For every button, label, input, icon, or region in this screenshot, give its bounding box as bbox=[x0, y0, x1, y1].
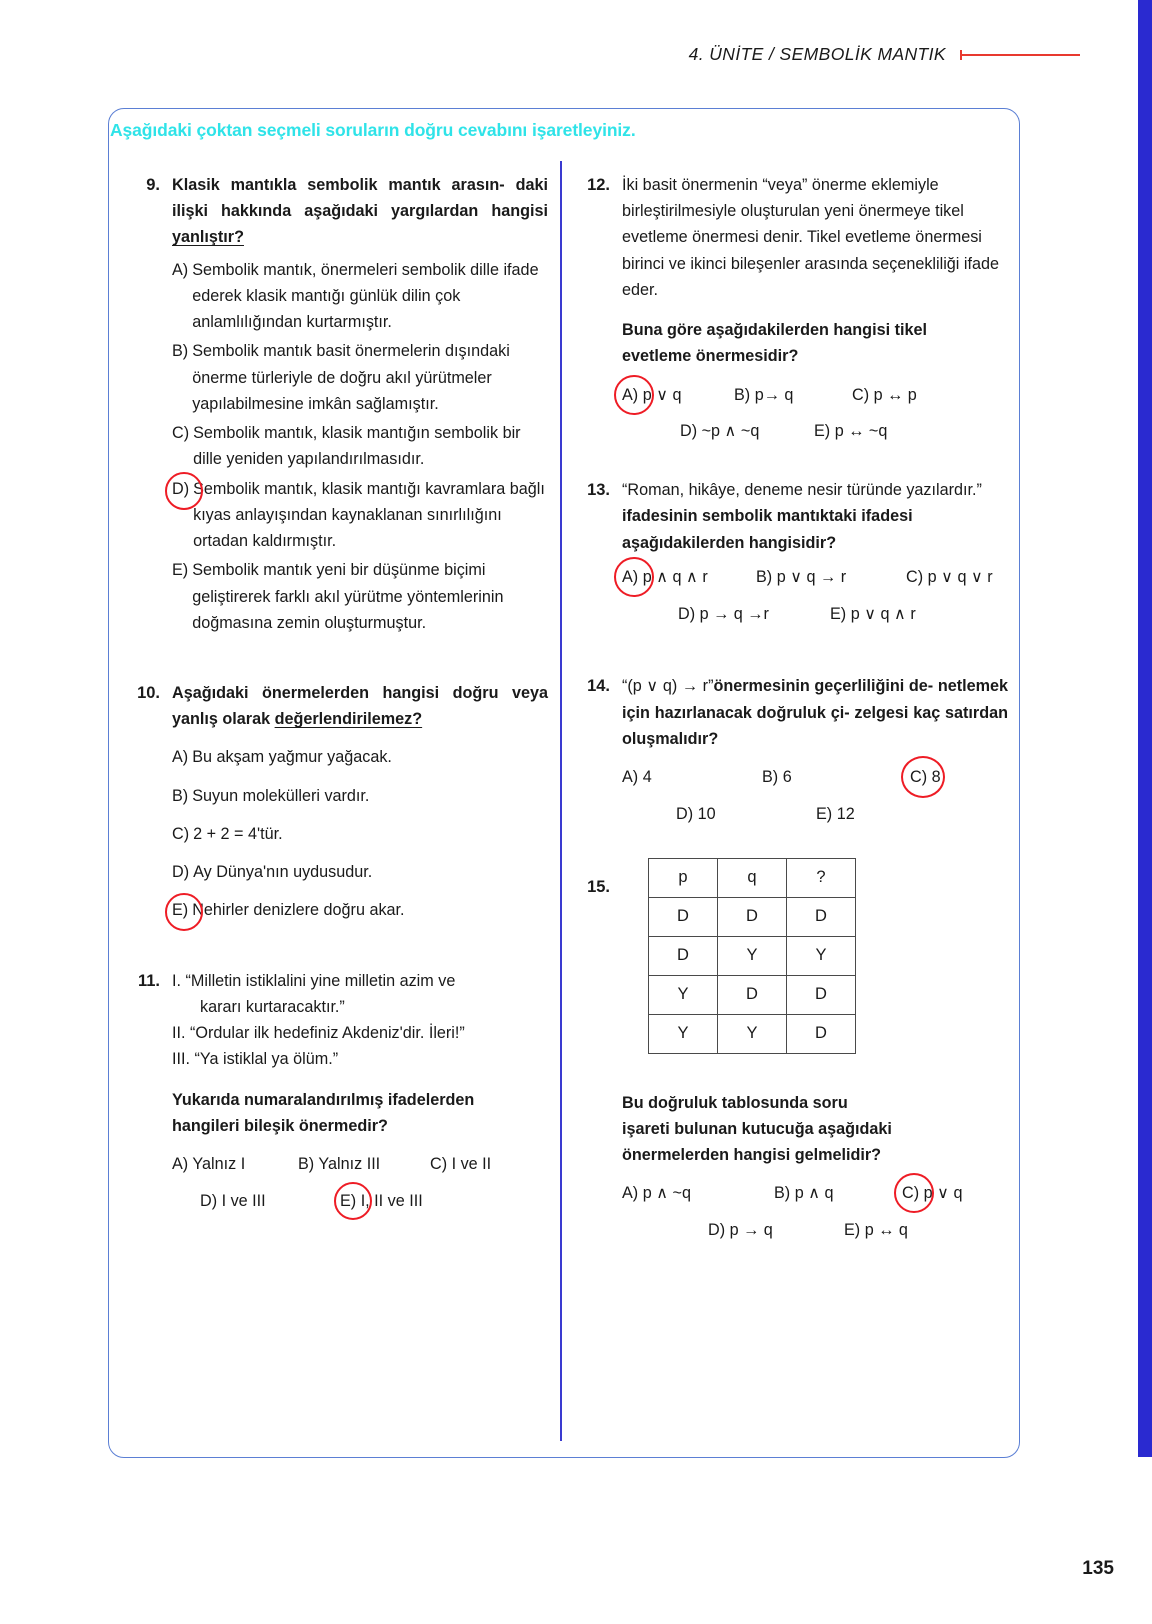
option-a[interactable] bbox=[622, 762, 762, 793]
option-c[interactable] bbox=[902, 1178, 962, 1209]
question-12 bbox=[578, 172, 1008, 447]
cell-result: Y bbox=[787, 936, 856, 975]
option-a[interactable] bbox=[172, 744, 548, 770]
question-15-subprompt bbox=[622, 1090, 1008, 1169]
left-column bbox=[128, 172, 548, 1217]
question-15-options bbox=[622, 1178, 1008, 1246]
cell-q: D bbox=[718, 975, 787, 1014]
option-b-letter: B) bbox=[298, 1155, 315, 1174]
option-e[interactable] bbox=[814, 416, 887, 447]
option-e-letter: E) bbox=[814, 422, 831, 441]
option-a-text: p ∧ ~q bbox=[642, 1184, 691, 1203]
option-e-text: p ∨ q ∧ r bbox=[850, 604, 916, 623]
option-c[interactable] bbox=[172, 821, 548, 847]
option-row-1 bbox=[622, 562, 1008, 593]
option-row-2 bbox=[680, 416, 1008, 447]
instruction-text: Aşağıdaki çoktan seçmeli soruların doğru cevabını işaretleyiniz. bbox=[110, 120, 636, 140]
truth-table bbox=[648, 858, 856, 1054]
option-d[interactable] bbox=[172, 476, 548, 555]
option-b-letter: B) bbox=[172, 786, 189, 805]
option-a-text: 4 bbox=[642, 768, 652, 787]
option-b-text: Yalnız III bbox=[318, 1155, 381, 1174]
option-e[interactable] bbox=[816, 799, 855, 830]
q12-sub-line-2: evetleme önermesidir? bbox=[622, 347, 799, 366]
roman-2-line1: “Ordular ilk hedefiniz Akdeniz'dir. İleri!” bbox=[190, 1024, 465, 1043]
option-d-letter: D) bbox=[676, 804, 694, 823]
roman-item-1 bbox=[172, 968, 548, 1020]
option-row-2 bbox=[678, 599, 1008, 630]
option-b-text: Sembolik mantık basit önermelerin dışındaki önerme türleriyle de doğru akıl yürütmeler yapılabilmesine imkân sağlamıştır. bbox=[192, 342, 510, 413]
option-a-letter: A) bbox=[622, 567, 639, 586]
question-12-subprompt bbox=[622, 317, 1008, 369]
option-e[interactable] bbox=[340, 1186, 423, 1217]
question-15-number: 15. bbox=[587, 877, 610, 896]
question-14-number: 14. bbox=[587, 677, 610, 696]
option-e-text: 12 bbox=[836, 804, 855, 823]
cell-p: Y bbox=[649, 1014, 718, 1053]
q14-stem-line-1: önermesinin geçerliliğini de- bbox=[713, 677, 934, 696]
q9-stem-underlined: yanlıştır? bbox=[172, 228, 244, 247]
option-d-letter: D) bbox=[680, 422, 698, 441]
option-d[interactable] bbox=[680, 416, 814, 447]
table-row bbox=[649, 936, 856, 975]
q13-stem-bold-1: ifadesinin sembolik mantıktaki bbox=[622, 507, 857, 526]
roman-3-label: III. bbox=[172, 1050, 190, 1069]
option-c-letter: C) bbox=[906, 567, 924, 586]
question-9-options bbox=[172, 257, 548, 636]
option-a[interactable] bbox=[622, 380, 734, 411]
option-e[interactable] bbox=[172, 557, 548, 636]
roman-1-label: I. bbox=[172, 971, 181, 990]
option-c-letter: C) bbox=[430, 1155, 448, 1174]
spacer bbox=[128, 924, 548, 968]
option-d-letter: D) bbox=[172, 479, 190, 498]
option-c[interactable] bbox=[906, 562, 993, 593]
question-10-options bbox=[172, 744, 548, 923]
question-11-number: 11. bbox=[137, 971, 160, 990]
roman-1-line2: kararı kurtaracaktır.” bbox=[200, 997, 345, 1016]
option-d-text: Ay Dünya'nın uydusudur. bbox=[193, 863, 373, 882]
option-d[interactable] bbox=[678, 599, 830, 630]
option-e-text: Nehirler denizlere doğru akar. bbox=[192, 901, 405, 920]
option-e-text: Sembolik mantık yeni bir düşünme biçimi geliştirerek farklı akıl yürütme yöntemlerinin doğmasına zemin oluşturmuştur. bbox=[192, 561, 504, 632]
option-c-text: p ∨ q ∨ r bbox=[927, 567, 993, 586]
option-d-letter: D) bbox=[200, 1191, 218, 1210]
q13-stem-bold-2: ifadesi aşağıdakilerden hangisidir? bbox=[622, 507, 913, 552]
question-11-options bbox=[172, 1149, 548, 1217]
page-number: 135 bbox=[1082, 1558, 1114, 1579]
option-a-letter: A) bbox=[622, 1184, 639, 1203]
q15-sub-line-3: önermelerden hangisi gelmelidir? bbox=[622, 1146, 882, 1165]
option-row-1 bbox=[622, 762, 1008, 793]
q13-stem-quote: “Roman, hikâye, deneme nesir türünde yazılardır.” bbox=[622, 481, 982, 500]
unit-title: 4. ÜNİTE / SEMBOLİK MANTIK bbox=[688, 44, 946, 64]
truth-table-wrap bbox=[648, 858, 856, 1054]
table-row bbox=[649, 897, 856, 936]
question-13-stem bbox=[622, 477, 1008, 556]
option-b-text: p ∧ q bbox=[794, 1184, 834, 1203]
question-11-roman-list bbox=[172, 968, 548, 1073]
option-row-1 bbox=[622, 1178, 1008, 1209]
table-row bbox=[649, 1014, 856, 1053]
option-a-text: Sembolik mantık, önermeleri sembolik dille ifade ederek klasik mantığı günlük dilin çok anlamlılığından kurtarmıştır. bbox=[192, 260, 539, 332]
header-cell-unknown: ? bbox=[787, 858, 856, 897]
spacer bbox=[578, 447, 1008, 477]
option-d-text: p → q →r bbox=[699, 604, 769, 623]
option-e-letter: E) bbox=[172, 901, 189, 920]
option-d[interactable] bbox=[172, 859, 548, 885]
option-b[interactable] bbox=[734, 380, 852, 411]
option-e[interactable] bbox=[830, 599, 916, 630]
spacer bbox=[128, 636, 548, 680]
option-e-text: p ↔ ~q bbox=[834, 422, 888, 441]
option-a[interactable] bbox=[172, 257, 548, 336]
q14-stem-line-2: netlemek için hazırlanacak doğruluk çi- bbox=[622, 677, 1009, 722]
q9-stem-line-2: daki ilişki hakkında aşağıdaki yargılardan bbox=[172, 176, 549, 221]
question-14-stem bbox=[622, 673, 1008, 752]
cell-q: Y bbox=[718, 936, 787, 975]
option-e-letter: E) bbox=[844, 1221, 861, 1240]
option-b-letter: B) bbox=[756, 567, 773, 586]
option-a[interactable] bbox=[172, 1149, 298, 1180]
cell-p: D bbox=[649, 936, 718, 975]
option-b-text: p→ q bbox=[754, 385, 794, 404]
cell-result: D bbox=[787, 897, 856, 936]
option-e-letter: E) bbox=[172, 561, 189, 580]
cell-p: D bbox=[649, 897, 718, 936]
option-e[interactable] bbox=[844, 1215, 908, 1246]
option-a-letter: A) bbox=[172, 748, 189, 767]
option-d-letter: D) bbox=[678, 604, 696, 623]
option-d-letter: D) bbox=[172, 863, 190, 882]
question-14-options bbox=[622, 762, 1008, 830]
spacer bbox=[578, 830, 1008, 860]
option-b-text: 6 bbox=[782, 768, 792, 787]
question-10-stem bbox=[172, 680, 548, 732]
question-9-number: 9. bbox=[146, 176, 160, 194]
question-10-number: 10. bbox=[137, 683, 160, 702]
table-header-row bbox=[649, 858, 856, 897]
option-b[interactable] bbox=[762, 762, 910, 793]
option-d[interactable] bbox=[708, 1215, 844, 1246]
header-cell-q: q bbox=[718, 858, 787, 897]
option-a-letter: A) bbox=[622, 385, 639, 404]
option-c-letter: C) bbox=[902, 1184, 920, 1203]
option-a[interactable] bbox=[622, 1178, 774, 1209]
option-e-text: p ↔ q bbox=[864, 1221, 908, 1240]
q10-stem-line-1: Aşağıdaki önermelerden hangisi doğru bbox=[172, 683, 499, 702]
q14-stem-formula: “(p ∨ q) → r” bbox=[622, 677, 714, 696]
option-c[interactable] bbox=[910, 762, 941, 793]
option-e-letter: E) bbox=[816, 804, 833, 823]
roman-1-line1: “Milletin istiklalini yine milletin azim ve bbox=[185, 971, 456, 990]
option-d-text: ~p ∧ ~q bbox=[701, 422, 760, 441]
option-c-letter: C) bbox=[172, 824, 190, 843]
option-d-text: Sembolik mantık, klasik mantığı kavramlara bağlı kıyas anlayışından kaynaklanan sınırlılığını ortadan kaldırmıştır. bbox=[193, 479, 545, 551]
cell-q: Y bbox=[718, 1014, 787, 1053]
option-c[interactable] bbox=[172, 420, 548, 472]
question-12-number: 12. bbox=[587, 176, 610, 194]
option-row-2 bbox=[708, 1215, 1008, 1246]
option-e-letter: E) bbox=[830, 604, 847, 623]
option-b-letter: B) bbox=[172, 342, 189, 361]
question-10 bbox=[128, 680, 548, 924]
option-b[interactable] bbox=[774, 1178, 902, 1209]
table-row bbox=[649, 975, 856, 1014]
q10-stem-underlined: değerlendirilemez? bbox=[274, 710, 423, 729]
option-c-letter: C) bbox=[852, 385, 870, 404]
option-c-text: p ∨ q bbox=[923, 1184, 963, 1203]
option-a-letter: A) bbox=[172, 1155, 189, 1174]
option-b[interactable] bbox=[172, 338, 548, 417]
question-13-options bbox=[622, 562, 1008, 630]
question-11-subprompt bbox=[172, 1087, 548, 1139]
option-c-letter: C) bbox=[172, 424, 190, 443]
roman-3-line1: “Ya istiklal ya ölüm.” bbox=[194, 1050, 339, 1069]
option-a-text: p ∨ q bbox=[642, 385, 682, 404]
option-e[interactable] bbox=[172, 897, 548, 923]
option-e-text: I, II ve III bbox=[360, 1191, 423, 1210]
option-b[interactable] bbox=[172, 783, 548, 809]
option-c-text: p ↔ p bbox=[873, 385, 917, 404]
option-a-letter: A) bbox=[172, 260, 189, 279]
roman-item-2 bbox=[172, 1020, 548, 1046]
option-d-letter: D) bbox=[708, 1221, 726, 1240]
q11-sub-line-2: hangileri bileşik önermedir? bbox=[172, 1116, 388, 1135]
option-b[interactable] bbox=[298, 1149, 430, 1180]
q15-sub-line-1: Bu doğruluk tablosunda soru bbox=[622, 1093, 848, 1112]
question-12-options bbox=[622, 380, 1008, 448]
option-c[interactable] bbox=[430, 1149, 491, 1180]
roman-2-label: II. bbox=[172, 1024, 186, 1043]
option-d-text: p → q bbox=[729, 1221, 773, 1240]
spacer bbox=[578, 629, 1008, 673]
option-a-text: p ∧ q ∧ r bbox=[642, 567, 708, 586]
question-11 bbox=[128, 968, 548, 1217]
question-9 bbox=[128, 172, 548, 636]
option-c-text: 2 + 2 = 4'tür. bbox=[193, 824, 283, 843]
cell-result: D bbox=[787, 975, 856, 1014]
option-e-letter: E) bbox=[340, 1191, 357, 1210]
option-c-text: I ve II bbox=[451, 1155, 492, 1174]
column-divider bbox=[560, 161, 562, 1441]
right-column bbox=[578, 172, 1008, 1246]
cell-result: D bbox=[787, 1014, 856, 1053]
page-header bbox=[689, 44, 1080, 65]
option-c-text: 8 bbox=[931, 768, 941, 787]
option-b-text: Suyun molekülleri vardır. bbox=[192, 786, 370, 805]
option-b-letter: B) bbox=[734, 385, 751, 404]
option-b-letter: B) bbox=[774, 1184, 791, 1203]
header-cell-p: p bbox=[649, 858, 718, 897]
q15-sub-line-2: işareti bulunan kutucuğa aşağıdaki bbox=[622, 1119, 892, 1138]
option-c[interactable] bbox=[852, 380, 917, 411]
question-15 bbox=[578, 860, 1008, 1246]
option-d[interactable] bbox=[200, 1186, 340, 1217]
question-9-stem bbox=[172, 172, 548, 251]
option-a-letter: A) bbox=[622, 768, 639, 787]
q14-stem-line-3: zelgesi kaç satırdan oluşmalıdır? bbox=[622, 703, 1008, 748]
question-13-number: 13. bbox=[587, 481, 610, 500]
question-12-stem: İki basit önermenin “veya” önerme eklemiyle birleştirilmesiyle oluşturulan yeni önermeye tikel evetleme önermesi denir. Tikel evetleme önermesi birinci ve ikinci bileşenler arasında seçenekliliği ifade eder. bbox=[622, 176, 999, 299]
question-14 bbox=[578, 673, 1008, 829]
roman-item-3 bbox=[172, 1046, 548, 1072]
option-d-text: 10 bbox=[697, 804, 716, 823]
option-row-1 bbox=[172, 1149, 548, 1180]
q10-stem-line-2: veya yanlış olarak bbox=[172, 683, 548, 729]
cell-q: D bbox=[718, 897, 787, 936]
q9-stem-line-1: Klasik mantıkla sembolik mantık arasın- bbox=[172, 176, 505, 194]
q9-stem-line-3: hangisi bbox=[491, 202, 548, 221]
option-row-2 bbox=[676, 799, 1008, 830]
header-rule bbox=[960, 54, 1080, 56]
option-d[interactable] bbox=[676, 799, 816, 830]
page-edge-bar bbox=[1138, 0, 1152, 1457]
question-13 bbox=[578, 477, 1008, 629]
cell-p: Y bbox=[649, 975, 718, 1014]
option-a-text: Bu akşam yağmur yağacak. bbox=[192, 748, 392, 767]
option-d-text: I ve III bbox=[221, 1191, 266, 1210]
option-a-text: Yalnız I bbox=[192, 1155, 246, 1174]
option-c-letter: C) bbox=[910, 768, 928, 787]
option-row-1 bbox=[622, 380, 1008, 411]
q12-sub-line-1: Buna göre aşağıdakilerden hangisi tikel bbox=[622, 321, 927, 340]
option-b-text: p ∨ q → r bbox=[776, 567, 847, 586]
option-a[interactable] bbox=[622, 562, 756, 593]
option-b-letter: B) bbox=[762, 768, 779, 787]
option-c-text: Sembolik mantık, klasik mantığın sembolik bir dille yeniden yapılandırılmasıdır. bbox=[193, 424, 521, 469]
option-row-2 bbox=[200, 1186, 548, 1217]
q11-sub-line-1: Yukarıda numaralandırılmış ifadelerden bbox=[172, 1090, 475, 1109]
option-b[interactable] bbox=[756, 562, 906, 593]
